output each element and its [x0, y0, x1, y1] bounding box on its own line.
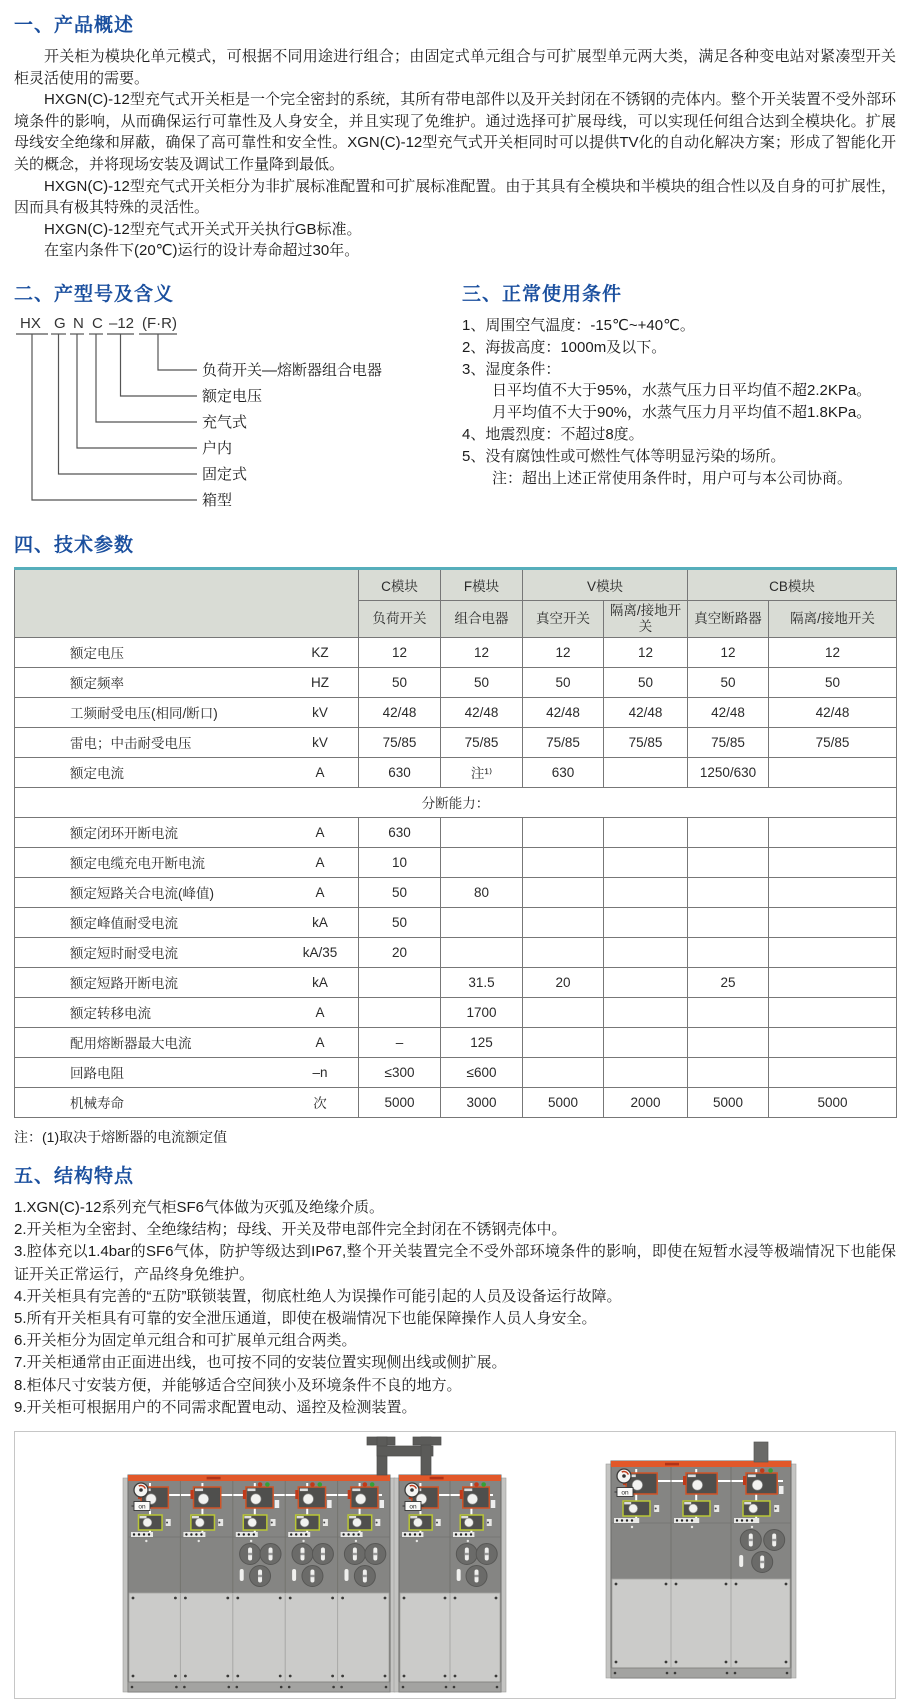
table-value-cell: 12: [769, 637, 897, 667]
feature-item: 4.开关柜具有完善的“五防”联锁装置，彻底杜绝人为误操作可能引起的人员及设备运行故障。: [14, 1287, 622, 1305]
overview-paragraph: 开关柜为模块化单元模式，可根据不同用途进行组合；由固定式单元组合与可扩展型单元两大类，满足各种变电站对紧凑型开关柜灵活使用的需要。: [14, 48, 896, 87]
table-row: [15, 727, 897, 757]
parameter-name-cell: [15, 967, 359, 997]
parameter-label: 回路电阻: [70, 1066, 124, 1082]
table-value-cell: 50: [441, 667, 523, 697]
table-value-cell: [769, 997, 897, 1027]
red-indicator-lamp: [474, 1482, 479, 1487]
table-value-cell: 42/48: [604, 697, 688, 727]
table-value-cell: 50: [688, 667, 769, 697]
table-value-cell: 75/85: [441, 727, 523, 757]
model-code-token: –12: [109, 314, 135, 332]
parameter-unit: kA: [312, 914, 328, 930]
table-value-cell: 注¹⁾: [441, 757, 523, 787]
parameter-label: 额定短路开断电流: [70, 976, 178, 992]
table-value-cell: 75/85: [523, 727, 604, 757]
parameter-label: 额定频率: [70, 676, 124, 692]
section-structural-features: [14, 1161, 896, 1419]
table-value-cell: [523, 847, 604, 877]
table-row: [15, 997, 897, 1027]
parameter-label: 机械寿命: [70, 1096, 124, 1112]
model-meaning-label: 固定式: [202, 465, 248, 483]
red-indicator-lamp: [760, 1468, 765, 1473]
table-value-cell: [604, 847, 688, 877]
table-value-cell: 3000: [441, 1087, 523, 1117]
table-value-cell: 20: [523, 967, 604, 997]
cable-entry-stub: [754, 1442, 768, 1462]
table-row: [15, 757, 897, 787]
table-value-cell: 5000: [688, 1087, 769, 1117]
table-row: [15, 967, 897, 997]
table-body: [15, 637, 897, 1117]
condition-item: 4、地震烈度：不超过8度。: [462, 425, 644, 443]
table-value-cell: 80: [441, 877, 523, 907]
table-value-cell: [769, 817, 897, 847]
table-value-cell: [688, 907, 769, 937]
table-value-cell: 630: [359, 817, 441, 847]
table-value-cell: [769, 847, 897, 877]
overview-paragraph: 在室内条件下(20℃)运行的设计寿命超过30年。: [44, 242, 360, 260]
table-value-cell: [604, 907, 688, 937]
section-model-designation: [14, 279, 462, 515]
table-row: [15, 1027, 897, 1057]
ladder-line: [121, 334, 198, 396]
overview-paragraph: HXGN(C)-12型充气式开关柜是一个完全密封的系统，其所有带电部件以及开关封闭在不锈钢的壳体内。整个开关装置不受外部环境条件的影响，从而确保运行可靠性及人身安全，并且实现了免维护。通过选择可扩展母线，可以实现任何组合达到全模块化。扩展母线安全绝缘和屏蔽，确保了高可靠性和安全性。XGN(C)-12型充气式开关柜同时可以提供TV化的自动化解决方案；形成了智能化开关的概念，并将现场安装及调试工作量降到最低。: [14, 91, 896, 173]
extension-cabinet: [394, 1475, 506, 1692]
feature-item: 7.开关柜通常由正面进出线，也可按不同的安装位置实现侧出线或侧扩展。: [14, 1354, 507, 1372]
condition-subitem: 月平均值不大于90%，水蒸气压力月平均值不超1.8KPa。: [492, 404, 872, 422]
section-technical-parameters: [14, 530, 896, 1147]
feature-item: 1.XGN(C)-12系列充气柜SF6气体做为灭弧及绝缘介质。: [14, 1198, 385, 1216]
parameter-unit: HZ: [311, 674, 329, 690]
table-value-cell: [688, 817, 769, 847]
table-corner-cell: [15, 568, 359, 637]
table-row: [15, 1087, 897, 1117]
table-value-cell: [769, 967, 897, 997]
model-code-token: HX: [20, 314, 41, 332]
table-value-cell: ≤600: [441, 1057, 523, 1087]
table-value-cell: 630: [523, 757, 604, 787]
condition-item: 3、湿度条件：: [462, 360, 561, 378]
table-value-cell: 12: [441, 637, 523, 667]
parameter-unit: kA/35: [302, 944, 338, 960]
table-row: [15, 847, 897, 877]
parameter-label: 额定短时耐受电流: [70, 946, 178, 962]
parameter-unit: kV: [312, 734, 328, 750]
overview-paragraph: HXGN(C)-12型充气式开关柜分为非扩展标准配置和可扩展标准配置。由于其具有全模块和半模块的组合性以及自身的可扩展性，因而具有极其特殊的灵活性。: [14, 177, 896, 217]
parameter-label: 配用熔断器最大电流: [70, 1036, 192, 1052]
feature-item: 3.腔体充以1.4bar的SF6气体，防护等级达到IP67,整个开关装置完全不受外部环境条件的影响，即使在短暂水浸等极端情况下也能保证开关正常运行，产品终身免维护。: [14, 1243, 896, 1283]
section3-title: 三、正常使用条件: [462, 283, 623, 305]
table-value-cell: 75/85: [604, 727, 688, 757]
condition-item: 2、海拔高度：1000m及以下。: [462, 338, 667, 356]
parameter-label: 额定电流: [70, 766, 124, 782]
module-group-header: CB模块: [688, 568, 897, 600]
table-value-cell: 12: [523, 637, 604, 667]
table-value-cell: 125: [441, 1027, 523, 1057]
green-indicator-lamp: [481, 1482, 486, 1487]
table-row: [15, 637, 897, 667]
table-value-cell: 2000: [604, 1087, 688, 1117]
table-value-cell: ≤300: [359, 1057, 441, 1087]
red-indicator-lamp: [363, 1482, 368, 1487]
table-section-cell: 分断能力：: [15, 787, 897, 817]
table-row: [15, 667, 897, 697]
module-sub-header: 隔离/接地开关: [769, 600, 897, 637]
parameter-unit: A: [315, 884, 325, 900]
table-value-cell: [769, 877, 897, 907]
green-indicator-lamp: [768, 1468, 773, 1473]
parameter-name-cell: [15, 697, 359, 727]
parameter-label: 额定电缆充电开断电流: [70, 856, 205, 872]
table-value-cell: [523, 877, 604, 907]
model-meaning-label: 充气式: [202, 413, 248, 431]
parameter-name-cell: [15, 1087, 359, 1117]
parameter-name-cell: [15, 1027, 359, 1057]
section-operating-conditions: [462, 279, 896, 515]
table-value-cell: –: [359, 1027, 441, 1057]
ladder-line: [158, 334, 197, 370]
parameter-label: 额定电压: [70, 646, 124, 662]
table-value-cell: 50: [359, 907, 441, 937]
table-value-cell: [441, 847, 523, 877]
table-value-cell: [688, 937, 769, 967]
feature-item: 9.开关柜可根据用户的不同需求配置电动、遥控及检测装置。: [14, 1398, 417, 1416]
parameter-name-cell: [15, 727, 359, 757]
parameter-unit: A: [315, 1034, 325, 1050]
table-value-cell: 25: [688, 967, 769, 997]
table-row: [15, 1057, 897, 1087]
module-group-header: C模块: [359, 568, 441, 600]
model-code-token: (F·R): [142, 314, 177, 332]
parameter-unit: A: [315, 824, 325, 840]
table-value-cell: 50: [604, 667, 688, 697]
parameter-unit: –n: [312, 1064, 328, 1080]
table-value-cell: [604, 967, 688, 997]
cabinet-top-strip: [399, 1475, 501, 1481]
on-label: on: [409, 1503, 417, 1511]
expandable-cabinet-group: [123, 1475, 395, 1692]
table-value-cell: 5000: [523, 1087, 604, 1117]
table-value-cell: 42/48: [441, 697, 523, 727]
table-value-cell: 12: [604, 637, 688, 667]
table-value-cell: [523, 907, 604, 937]
feature-item: 2.开关柜为全密封、全绝缘结构；母线、开关及带电部件完全封闭在不锈钢壳体中。: [14, 1221, 567, 1239]
table-value-cell: 42/48: [688, 697, 769, 727]
table-value-cell: 75/85: [769, 727, 897, 757]
table-row: [15, 907, 897, 937]
parameter-name-cell: [15, 757, 359, 787]
table-value-cell: 50: [359, 877, 441, 907]
on-label: on: [138, 1503, 146, 1511]
parameter-unit: A: [315, 854, 325, 870]
module-sub-header: 组合电器: [441, 600, 523, 637]
table-value-cell: 12: [359, 637, 441, 667]
table-value-cell: [604, 1057, 688, 1087]
table-value-cell: 20: [359, 937, 441, 967]
parameter-label: 额定转移电流: [70, 1006, 151, 1022]
module-group-header: F模块: [441, 568, 523, 600]
parameter-name-cell: [15, 937, 359, 967]
red-indicator-lamp: [310, 1482, 315, 1487]
model-code-token: G: [54, 314, 66, 332]
red-indicator-lamp: [258, 1482, 263, 1487]
model-code-token: N: [73, 314, 84, 332]
parameter-label: 雷电；中击耐受电压: [70, 736, 192, 752]
module-sub-header: 负荷开关: [359, 600, 441, 637]
model-meaning-label: 箱型: [202, 491, 233, 509]
table-value-cell: [688, 877, 769, 907]
table-value-cell: [769, 1057, 897, 1087]
table-value-cell: 12: [688, 637, 769, 667]
parameter-label: 工频耐受电压(相同/断口): [70, 706, 218, 722]
overview-paragraph: HXGN(C)-12型充气式开关式开关执行GB标准。: [44, 220, 362, 238]
table-value-cell: [769, 937, 897, 967]
table-value-cell: 5000: [769, 1087, 897, 1117]
model-meaning-label: 负荷开关—熔断器组合电器: [202, 361, 383, 379]
ladder-line: [59, 334, 198, 474]
table-value-cell: 42/48: [769, 697, 897, 727]
table-value-cell: [523, 1057, 604, 1087]
parameter-unit: KZ: [311, 644, 329, 660]
section5-title: 五、结构特点: [14, 1165, 135, 1187]
parameter-name-cell: [15, 817, 359, 847]
table-value-cell: [769, 907, 897, 937]
table-value-cell: [441, 907, 523, 937]
technical-parameters-table: [14, 567, 897, 1118]
table-value-cell: [523, 817, 604, 847]
table-row: [15, 787, 897, 817]
module-sub-header: 真空断路器: [688, 600, 769, 637]
table-value-cell: 630: [359, 757, 441, 787]
parameter-name-cell: [15, 847, 359, 877]
ladder-line: [32, 334, 197, 500]
table-value-cell: 50: [359, 667, 441, 697]
busbar-bridge: [367, 1437, 441, 1475]
table-value-cell: [359, 997, 441, 1027]
parameter-name-cell: [15, 637, 359, 667]
model-meaning-label: 户内: [202, 439, 233, 457]
table-value-cell: 75/85: [688, 727, 769, 757]
parameter-name-cell: [15, 1057, 359, 1087]
table-value-cell: 42/48: [523, 697, 604, 727]
parameter-unit: kV: [312, 704, 328, 720]
table-value-cell: 50: [523, 667, 604, 697]
section4-title: 四、技术参数: [14, 534, 135, 556]
table-value-cell: [688, 847, 769, 877]
parameter-name-cell: [15, 907, 359, 937]
table-row: [15, 877, 897, 907]
parameter-label: 额定闭环开断电流: [70, 826, 178, 842]
module-group-header: V模块: [523, 568, 688, 600]
table-row: [15, 937, 897, 967]
table-footnote: 注：(1)取决于熔断器的电流额定值: [14, 1128, 228, 1145]
condition-note: 注：超出上述正常使用条件时，用户可与本公司协商。: [492, 469, 853, 487]
table-value-cell: [441, 937, 523, 967]
parameter-unit: A: [315, 764, 325, 780]
table-value-cell: [688, 1057, 769, 1087]
parameter-name-cell: [15, 877, 359, 907]
table-value-cell: 42/48: [359, 697, 441, 727]
cabinet-figure-svg: [15, 1432, 895, 1698]
table-value-cell: 50: [769, 667, 897, 697]
section2-title: 二、产型号及含义: [14, 283, 175, 305]
section1-title: 一、产品概述: [14, 15, 135, 36]
table-value-cell: [604, 757, 688, 787]
feature-item: 5.所有开关柜具有可靠的安全泄压通道，即使在极端情况下也能保障操作人员人身安全。: [14, 1309, 597, 1327]
parameter-label: 额定峰值耐受电流: [70, 916, 178, 932]
table-value-cell: [688, 1027, 769, 1057]
cabinet-illustration-panel: [14, 1431, 896, 1699]
parameter-name-cell: [15, 667, 359, 697]
table-value-cell: 10: [359, 847, 441, 877]
model-code-token: C: [92, 314, 103, 332]
green-indicator-lamp: [317, 1482, 322, 1487]
table-value-cell: [359, 967, 441, 997]
table-value-cell: 1700: [441, 997, 523, 1027]
model-meaning-label: 额定电压: [202, 387, 263, 405]
table-row: [15, 697, 897, 727]
condition-item: 1、周围空气温度：-15℃~+40℃。: [462, 316, 695, 334]
section-product-overview: [14, 10, 896, 262]
table-value-cell: [523, 1027, 604, 1057]
parameter-unit: A: [315, 1004, 325, 1020]
parameter-unit: 次: [313, 1096, 327, 1112]
green-indicator-lamp: [265, 1482, 270, 1487]
table-value-cell: [769, 757, 897, 787]
on-label: on: [621, 1489, 629, 1497]
parameter-name-cell: [15, 997, 359, 1027]
model-designation-diagram: [14, 315, 459, 515]
parameter-label: 额定短路关合电流(峰值): [70, 886, 214, 902]
table-value-cell: [604, 1027, 688, 1057]
table-value-cell: [604, 877, 688, 907]
green-indicator-lamp: [370, 1482, 375, 1487]
table-value-cell: [604, 997, 688, 1027]
table-row: [15, 817, 897, 847]
module-sub-header: 隔离/接地开关: [604, 600, 688, 637]
table-value-cell: 31.5: [441, 967, 523, 997]
table-value-cell: 1250/630: [688, 757, 769, 787]
cabinet-top-strip: [128, 1475, 390, 1481]
table-value-cell: [769, 1027, 897, 1057]
ladder-line: [77, 334, 197, 448]
table-value-cell: [604, 937, 688, 967]
table-value-cell: 5000: [359, 1087, 441, 1117]
table-value-cell: [523, 997, 604, 1027]
ladder-line: [96, 334, 197, 422]
condition-item: 5、没有腐蚀性或可燃性气体等明显污染的场所。: [462, 447, 786, 465]
fixed-cabinet-group: [606, 1461, 796, 1678]
parameter-unit: kA: [312, 974, 328, 990]
table-value-cell: 75/85: [359, 727, 441, 757]
feature-item: 8.柜体尺寸安装方便，并能够适合空间狭小及环境条件不良的地方。: [14, 1376, 462, 1394]
table-value-cell: [688, 997, 769, 1027]
condition-subitem: 日平均值不大于95%，水蒸气压力日平均值不超2.2KPa。: [492, 382, 872, 400]
table-value-cell: [523, 937, 604, 967]
table-value-cell: [441, 817, 523, 847]
feature-item: 6.开关柜分为固定单元组合和可扩展单元组合两类。: [14, 1332, 357, 1350]
module-sub-header: 真空开关: [523, 600, 604, 637]
model-and-conditions-row: [14, 279, 896, 515]
table-value-cell: [604, 817, 688, 847]
